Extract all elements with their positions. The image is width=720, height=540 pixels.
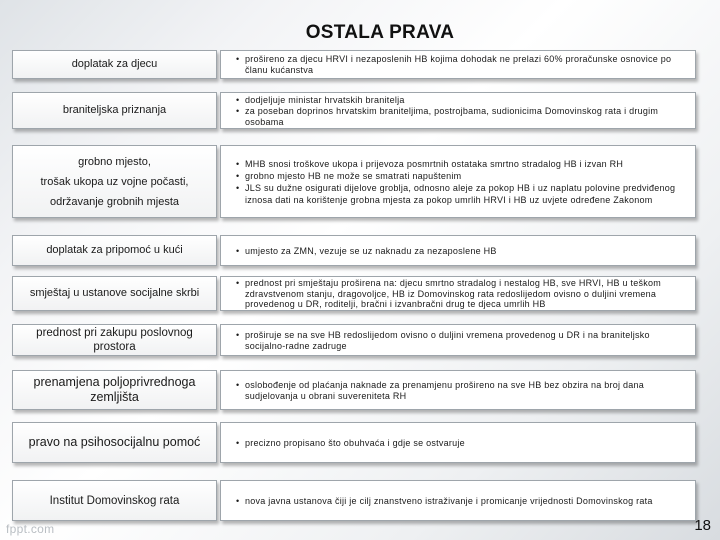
bullet-item: • dodjeljuje ministar hrvatskih branitelja — [235, 95, 685, 106]
bullet-item: • prednost pri smještaju proširena na: djecu smrtno stradalog i nestalog HB, sve HRVI, HB u teškom zdravstvenom stanju, dragovoljce, HB iz Domovinskog rata redoslijedom ovisno o duljini vremena provedenog u DR, roditelji, bračni i izvanbračni drug te djeca umrlih HB — [235, 278, 685, 310]
label-text: doplatak za pripomoć u kući — [46, 244, 183, 256]
description-box — [220, 480, 696, 521]
label-text: prenamjena poljoprivrednoga zemljišta — [33, 375, 196, 404]
label-text: braniteljska priznanja — [62, 104, 167, 116]
label-box — [12, 235, 217, 266]
label-text: trošak ukopa uz vojne počasti, — [40, 175, 189, 188]
bullet-item: • MHB snosi troškove ukopa i prijevoza posmrtnih ostataka smrtno stradalog HB i izvan RH — [235, 158, 685, 170]
description-box — [220, 422, 696, 463]
label-box — [12, 370, 217, 410]
description-box — [220, 92, 696, 129]
label-box — [12, 145, 217, 218]
label-box — [12, 92, 217, 129]
label-text: smještaj u ustanove socijalne skrbi — [29, 287, 200, 299]
label-box — [12, 480, 217, 521]
bullet-item: • proširenо za djecu HRVI i nezaposlenih HB kojima dohodak ne prelazi 60% proračunske osnovice po članu kućanstva — [235, 54, 685, 76]
label-box — [12, 324, 217, 356]
label-text: pravo na psihosocijalnu pomoć — [28, 435, 201, 449]
label-text: prednost pri zakupu poslovnog prostora — [36, 327, 193, 353]
description-box — [220, 145, 696, 218]
description-box — [220, 50, 696, 79]
description-box — [220, 235, 696, 266]
page-title: OSTALA PRAVA — [305, 22, 455, 43]
bullet-item: • za poseban doprinos hrvatskim braniteljima, postrojbama, sudionicima Domovinskog rata i drugim osobama — [235, 106, 685, 128]
bullet-item: • umjesto za ZMN, vezuje se uz naknadu za nezaposlene HB — [235, 246, 685, 257]
label-box — [12, 422, 217, 463]
label-text: grobno mjesto, — [78, 155, 151, 168]
bullet-item: • proširuje se na sve HB redoslijedom ovisno o duljini vremena provedenog u DR i na braniteljsko socijalno-radne zadruge — [235, 330, 685, 352]
label-text: održavanje grobnih mjesta — [49, 195, 180, 208]
label-box — [12, 276, 217, 311]
bullet-item: • oslobođenje od plaćanja naknade za prenamjenu prošireno na sve HB bez obzira na broj dana sudjelovanja u obrani suvereniteta RH — [235, 380, 685, 402]
bullet-item: • nova javna ustanova čiji je cilj znanstveno istraživanje i promicanje vrijednosti Domovinskog rata — [235, 496, 685, 507]
bullet-item: • JLS su dužne osigurati dijelove groblja, odnosno aleje za pokop HB i uz naplatu polovine predviđenog iznosa dati na korištenje grobna mjesta za pokop umrlih HRVI i HB uz uvjete određene Zakonom — [235, 182, 685, 206]
bullet-item: • precizno propisano što obuhvaća i gdje se ostvaruje — [235, 438, 685, 449]
label-box — [12, 50, 217, 79]
watermark: fppt.com — [6, 522, 55, 536]
description-box — [220, 324, 696, 356]
description-box — [220, 370, 696, 410]
page-number: 18 — [694, 517, 711, 534]
description-box — [220, 276, 696, 311]
bullet-item: • grobno mjesto HB ne može se smatrati napuštenim — [235, 170, 685, 182]
label-text: doplatak za djecu — [71, 58, 158, 70]
label-text: Institut Domovinskog rata — [49, 494, 180, 507]
